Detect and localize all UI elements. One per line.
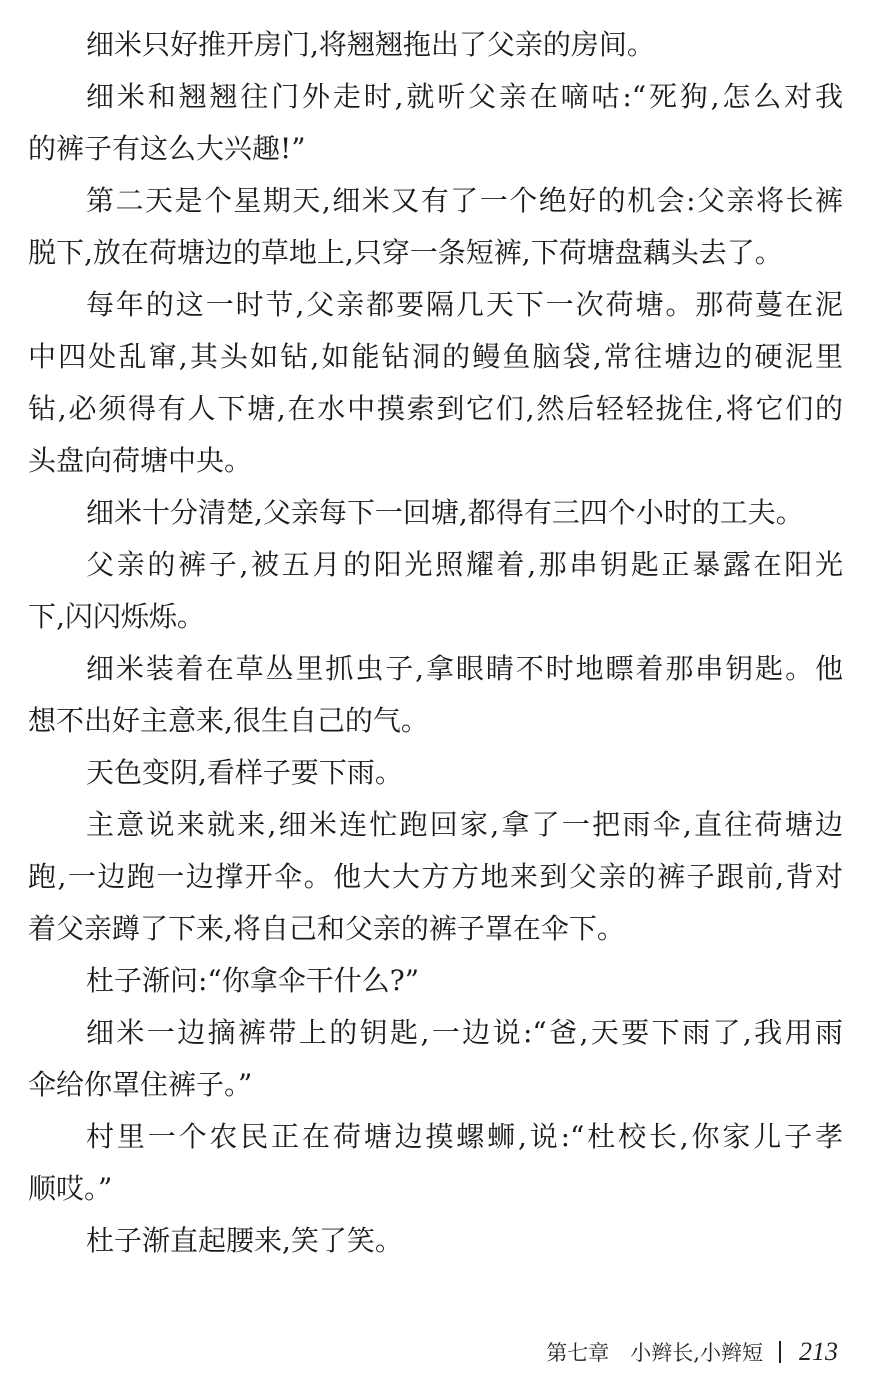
paragraph	[28, 539, 843, 643]
text-line: 主意说来就来,细米连忙跑回家,拿了一把雨伞,直往荷塘边	[86, 808, 843, 841]
text-line: 的裤子有这么大兴趣!”	[28, 132, 306, 165]
text-line: 细米装着在草丛里抓虫子,拿眼睛不时地瞟着那串钥匙。他	[86, 652, 843, 685]
text-line: 头盘向荷塘中央。	[28, 444, 253, 477]
text-line: 父亲的裤子,被五月的阳光照耀着,那串钥匙正暴露在阳光	[86, 548, 843, 581]
running-footer	[546, 1332, 838, 1372]
paragraph	[28, 799, 843, 955]
text-line: 第二天是个星期天,细米又有了一个绝好的机会:父亲将长裤	[86, 184, 843, 217]
text-line: 杜子渐问:“你拿伞干什么?”	[86, 964, 420, 997]
paragraph	[28, 71, 843, 175]
body-text	[28, 19, 843, 1267]
text-line: 细米一边摘裤带上的钥匙,一边说:“爸,天要下雨了,我用雨	[86, 1016, 843, 1049]
paragraph	[28, 1111, 843, 1215]
text-line: 着父亲蹲了下来,将自己和父亲的裤子罩在伞下。	[28, 912, 625, 945]
text-line: 杜子渐直起腰来,笑了笑。	[86, 1224, 403, 1257]
text-line: 细米十分清楚,父亲每下一回塘,都得有三四个小时的工夫。	[86, 496, 804, 529]
text-line: 中四处乱窜,其头如钻,如能钻洞的鳗鱼脑袋,常往塘边的硬泥里	[28, 340, 843, 373]
text-line: 每年的这一时节,父亲都要隔几天下一次荷塘。那荷蔓在泥	[86, 288, 843, 321]
text-line: 顺哎。”	[28, 1172, 113, 1205]
text-line: 钻,必须得有人下塘,在水中摸索到它们,然后轻轻拢住,将它们的	[28, 392, 843, 425]
text-line: 下,闪闪烁烁。	[28, 600, 205, 633]
page-number: 213	[799, 1337, 838, 1366]
text-line: 天色变阴,看样子要下雨。	[86, 756, 403, 789]
paragraph	[28, 487, 843, 539]
paragraph	[28, 279, 843, 487]
paragraph	[28, 175, 843, 279]
text-line: 细米只好推开房门,将翘翘拖出了父亲的房间。	[86, 28, 655, 61]
text-line: 脱下,放在荷塘边的草地上,只穿一条短裤,下荷塘盘藕头去了。	[28, 236, 783, 269]
paragraph	[28, 1215, 843, 1267]
footer-divider	[779, 1341, 781, 1363]
chapter-title: 第七章 小辫长,小辫短	[546, 1341, 763, 1365]
paragraph	[28, 747, 843, 799]
text-line: 跑,一边跑一边撑开伞。他大大方方地来到父亲的裤子跟前,背对	[28, 860, 843, 893]
paragraph	[28, 19, 843, 71]
text-line: 伞给你罩住裤子。”	[28, 1068, 253, 1101]
paragraph	[28, 1007, 843, 1111]
text-line: 村里一个农民正在荷塘边摸螺蛳,说:“杜校长,你家儿子孝	[86, 1120, 843, 1153]
text-line: 想不出好主意来,很生自己的气。	[28, 704, 429, 737]
paragraph	[28, 643, 843, 747]
paragraph	[28, 955, 843, 1007]
text-line: 细米和翘翘往门外走时,就听父亲在嘀咕:“死狗,怎么对我	[86, 80, 843, 113]
